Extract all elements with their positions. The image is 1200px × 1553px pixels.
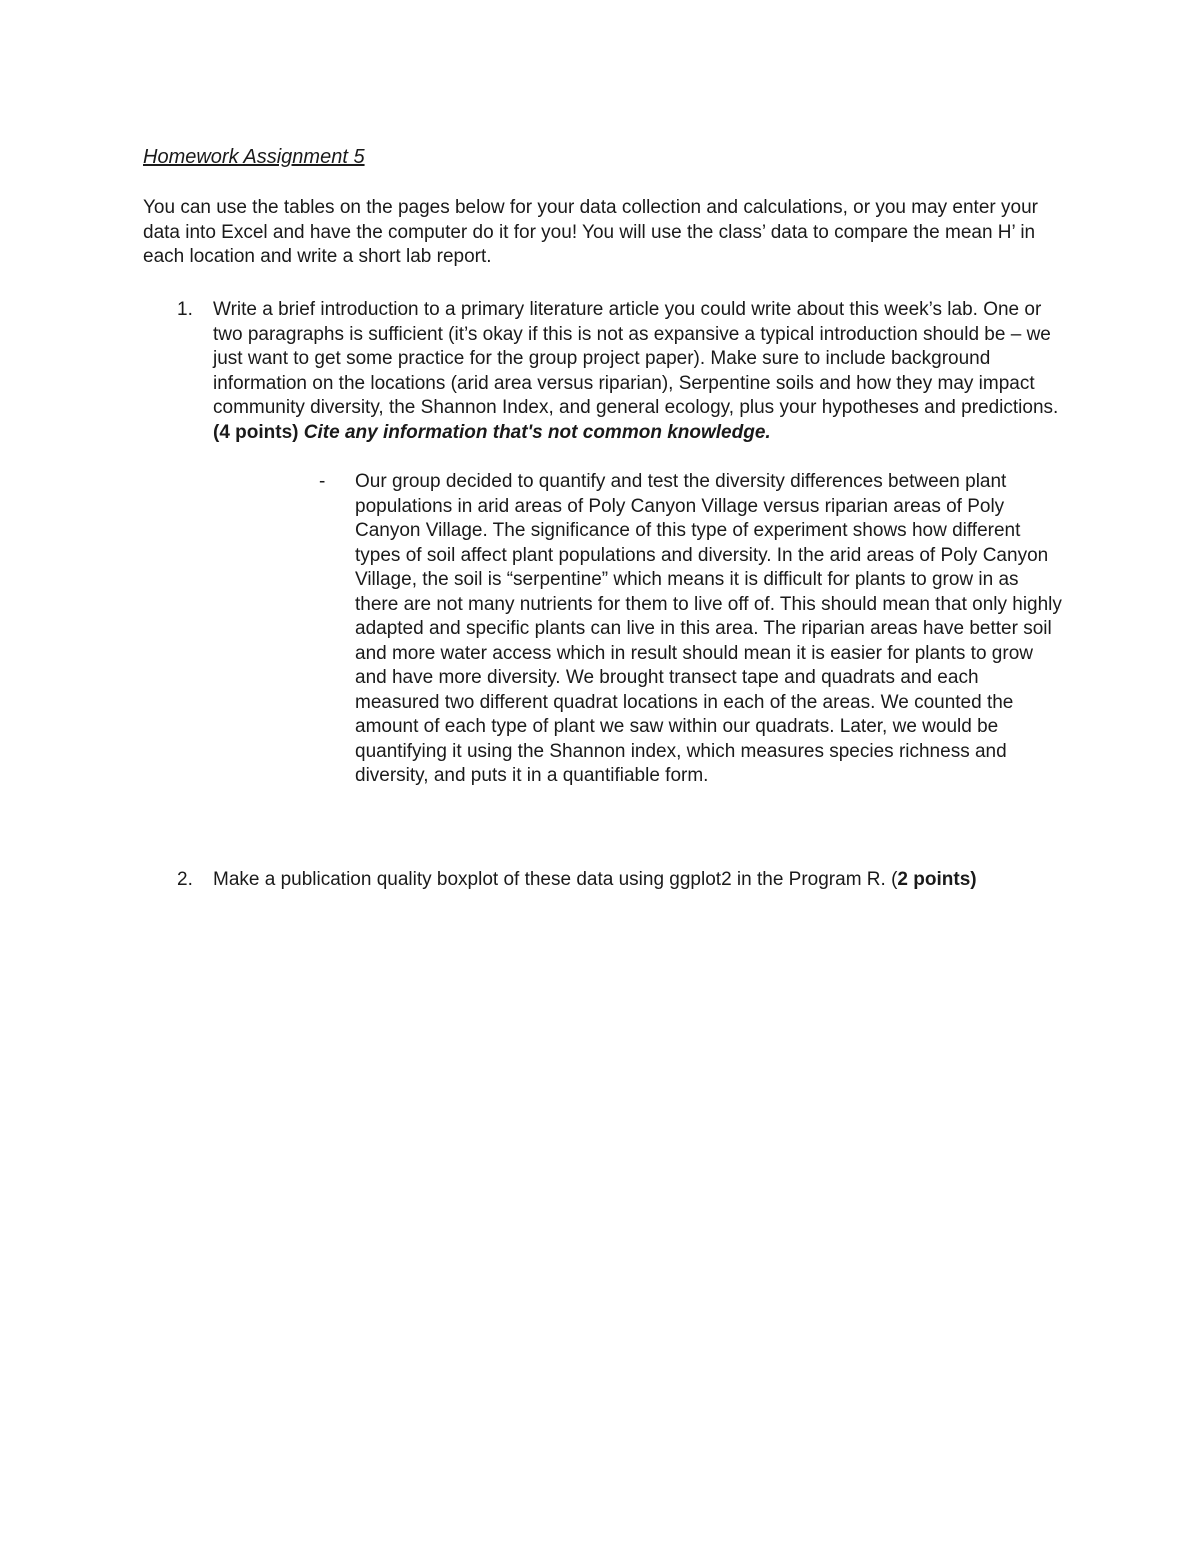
question-2-text (213, 868, 1093, 893)
question-1-body: Write a brief introduction to a primary literature article you could write about this week’s lab. One or two paragraphs is sufficient (it’s okay if this is not as expansive a typical introduction should be – we just want to get some practice for the group project paper). Make sure to include background information on the locations (arid area versus riparian), Serpentine soils and how they may impact community diversity, the Shannon Index, and general ecology, plus your hypotheses and predictions. (213, 299, 1059, 418)
question-1-cite-note: Cite any information that's not common knowledge. (303, 421, 771, 443)
page-title: Homework Assignment 5 (143, 146, 365, 168)
intro-paragraph: You can use the tables on the pages below for your data collection and calculations, or you may enter your data into Excel and have the computer do it for you! You will use the class’ data to compare the mean H’ in each location and write a short lab report. (143, 197, 1038, 267)
question-2-number: 2. (177, 869, 193, 890)
question-2-points: 2 points) (897, 869, 977, 890)
answer-bullet: - (319, 471, 326, 492)
question-1-points: (4 points) (213, 421, 299, 443)
question-2-body: Make a publication quality boxplot of these data using ggplot2 in the Program R. ( (213, 869, 898, 890)
question-1-answer: Our group decided to quantify and test the diversity differences between plant populations in arid areas of Poly Canyon Village versus riparian areas of Poly Canyon Village. The significance of this type of experiment shows how different types of soil affect plant populations and diversity. In the arid areas of Poly Canyon Village, the soil is “serpentine” which means it is difficult for plants to grow in as there are not many nutrients for them to live off of. This should mean that only highly adapted and specific plants can live in this area. The riparian areas have better soil and more water access which in result should mean it is easier for plants to grow and have more diversity. We brought transect tape and quadrats and each measured two different quadrat locations in each of the areas. We counted the amount of each type of plant we saw within our quadrats. Later, we would be quantifying it using the Shannon index, which measures species richness and diversity, and puts it in a quantifiable form. (355, 471, 1062, 786)
question-1-number: 1. (177, 299, 193, 320)
question-1-text (213, 298, 1073, 445)
